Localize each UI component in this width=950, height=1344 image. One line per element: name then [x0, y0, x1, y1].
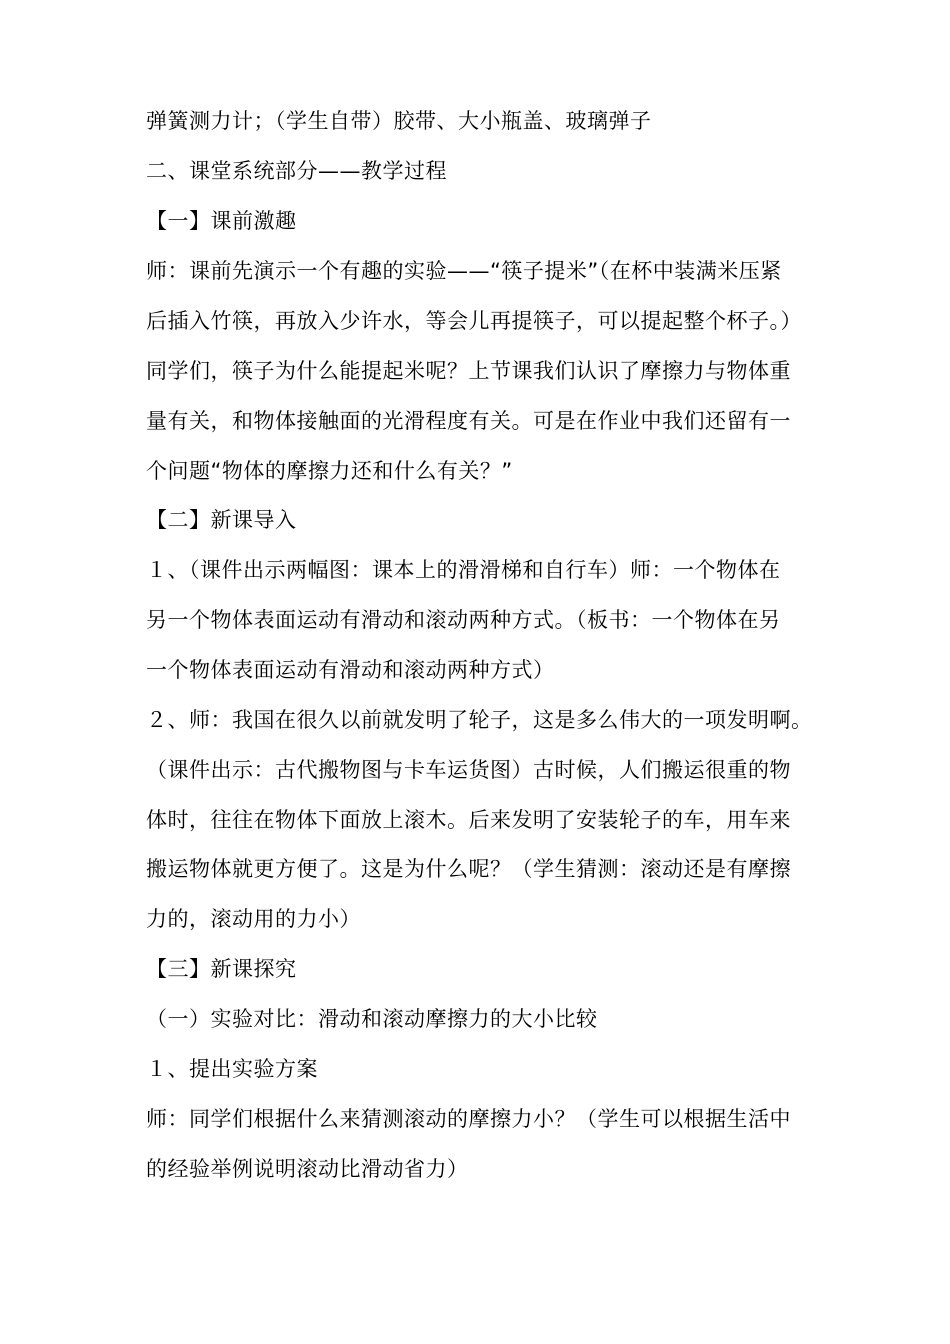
subsection-heading-3: 【三】新课探究	[146, 957, 297, 981]
text-line-8: 个问题“物体的摩擦力还和什么有关？”	[146, 459, 513, 483]
text-line-12: 一个物体表面运动有滑动和滚动两种方式）	[146, 658, 555, 682]
section-heading-2: 二、课堂系统部分——教学过程	[146, 159, 447, 183]
text-line-19: （一）实验对比：滑动和滚动摩擦力的大小比较	[146, 1007, 598, 1031]
text-line-1: 弹簧测力计；（学生自带）胶带、大小瓶盖、玻璃弹子	[146, 109, 652, 133]
text-line-20: １、提出实验方案	[146, 1057, 318, 1081]
text-line-21: 师：同学们根据什么来猜测滚动的摩擦力小？（学生可以根据生活中	[146, 1107, 791, 1131]
text-line-14: （课件出示：古代搬物图与卡车运货图）古时候，人们搬运很重的物	[146, 758, 791, 782]
subsection-heading-1: 【一】课前激趣	[146, 209, 297, 233]
text-line-7: 量有关，和物体接触面的光滑程度有关。可是在作业中我们还留有一	[146, 409, 791, 433]
text-line-11: 另一个物体表面运动有滑动和滚动两种方式。（板书：一个物体在另	[146, 608, 781, 632]
subsection-heading-2: 【二】新课导入	[146, 508, 297, 532]
text-line-5: 后插入竹筷，再放入少许水，等会儿再提筷子，可以提起整个杯子。）	[146, 309, 802, 333]
text-line-16: 搬运物体就更方便了。这是为什么呢？（学生猜测：滚动还是有摩擦	[146, 857, 791, 881]
text-line-22: 的经验举例说明滚动比滑动省力）	[146, 1157, 469, 1181]
text-line-13: ２、师：我国在很久以前就发明了轮子，这是多么伟大的一项发明啊。	[146, 708, 813, 732]
text-line-10: １、（课件出示两幅图：课本上的滑滑梯和自行车）师：一个物体在	[146, 558, 781, 582]
text-line-4: 师：课前先演示一个有趣的实验——“筷子提米”（在杯中装满米压紧	[146, 259, 782, 283]
text-line-6: 同学们，筷子为什么能提起米呢？上节课我们认识了摩擦力与物体重	[146, 359, 791, 383]
text-line-17: 力的，滚动用的力小）	[146, 907, 361, 931]
text-line-15: 体时，往往在物体下面放上滚木。后来发明了安装轮子的车，用车来	[146, 808, 791, 832]
